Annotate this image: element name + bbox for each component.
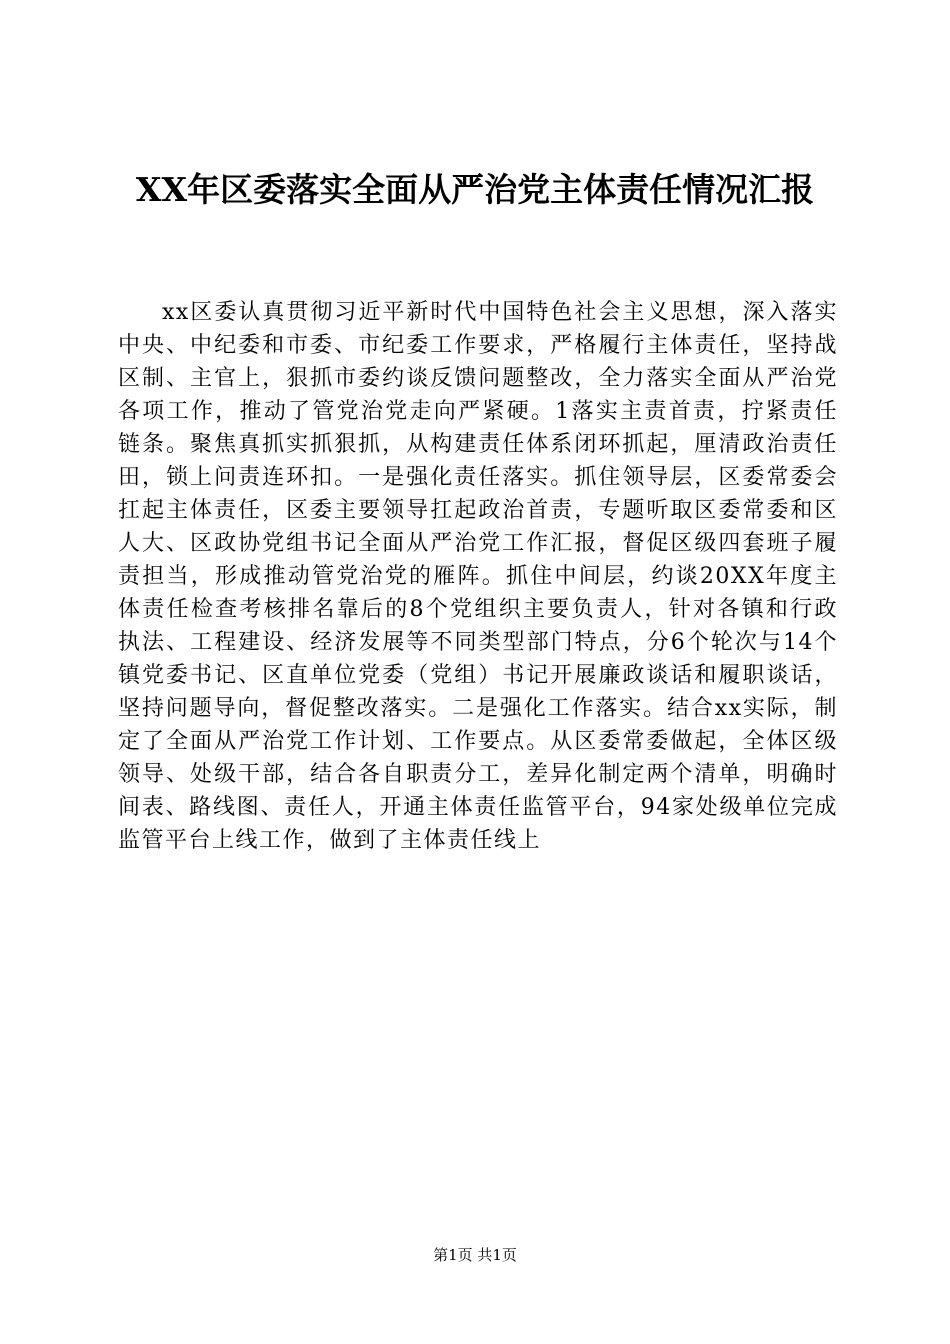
document-body-paragraph: xx区委认真贯彻习近平新时代中国特色社会主义思想，深入落实中央、中纪委和市委、市纪委工作要求，严格履行主体责任，坚持战区制、主官上，狠抓市委约谈反馈问题整改，全力落实全面从严治党各项工作，推动了管党治党走向严紧硬。1落实主责首责，拧紧责任链条。聚焦真抓实抓狠抓，从构建责任体系闭环抓起，厘清政治责任田，锁上问责连环扣。一是强化责任落实。抓住领导层，区委常委会扛起主体责任，区委主要领导扛起政治首责，专题听取区委常委和区人大、区政协党组书记全面从严治党工作汇报，督促区级四套班子履责担当，形成推动管党治党的雁阵。抓住中间层，约谈20XX年度主体责任检查考核排名靠后的8个党组织主要负责人，针对各镇和行政执法、工程建设、经济发展等不同类型部门特点，分6个轮次与14个镇党委书记、区直单位党委（党组）书记开展廉政谈话和履职谈话，坚持问题导向，督促整改落实。二是强化工作落实。结合xx实际，制定了全面从严治党工作计划、工作要点。从区委常委做起，全体区级领导、处级干部，结合各自职责分工，差异化制定两个清单，明确时间表、路线图、责任人，开通主体责任监管平台，94家处级单位完成监管平台上线工作，做到了主体责任线上 [118, 300, 838, 853]
document-title: XX年区委落实全面从严治党主体责任情况汇报 [135, 170, 815, 209]
page-number-footer: 第1页 共1页 [433, 1246, 517, 1264]
